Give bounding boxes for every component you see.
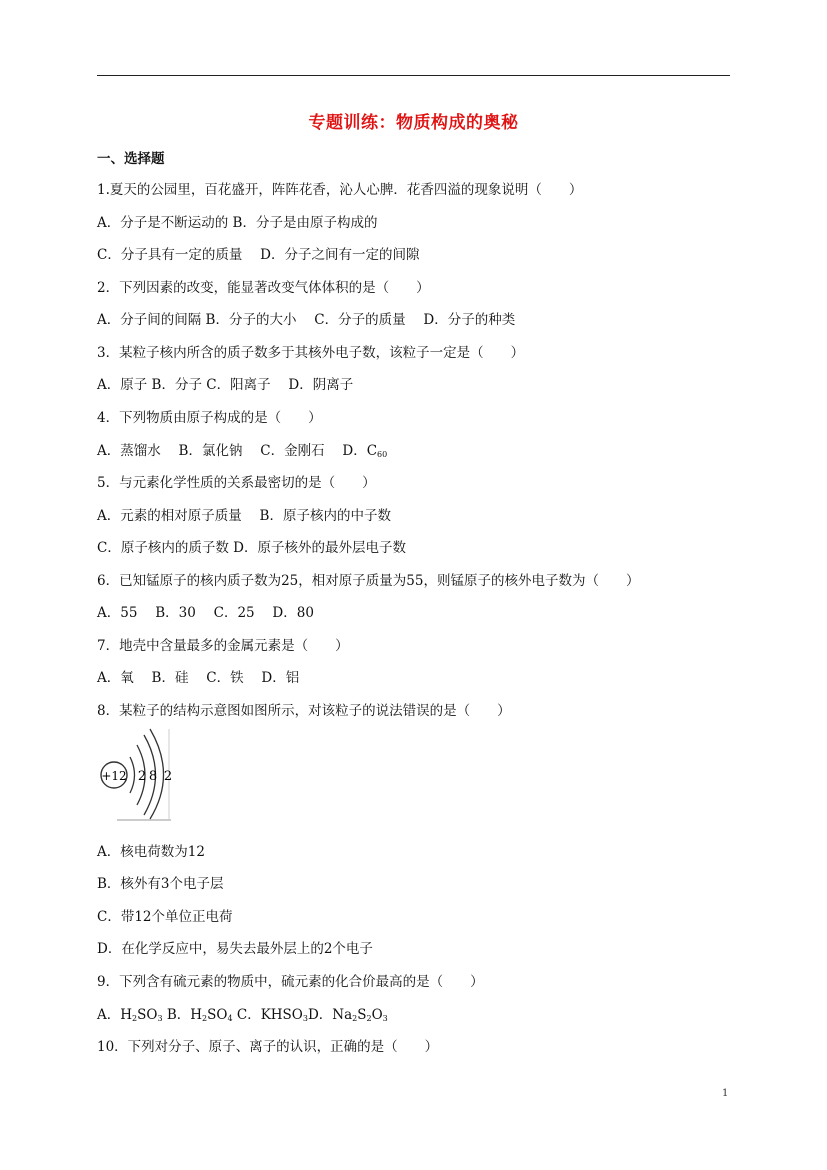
atom-structure-diagram (97, 727, 173, 821)
q9-c-prefix: C．KHSO (236, 1007, 303, 1023)
q8-option-b: B．核外有3个电子层 (97, 876, 224, 892)
q9-c-sub1: 3 (302, 1014, 308, 1023)
nucleus-charge-label: +12 (101, 769, 127, 783)
section-heading: 一、选择题 (97, 151, 165, 167)
question-3: 3．某粒子核内所含的质子数多于其核外电子数，该粒子一定是（ ） (97, 345, 525, 361)
page-number: 1 (722, 1088, 729, 1099)
q9-d-sub3: 3 (382, 1014, 388, 1023)
shell-1-electrons: 2 (137, 769, 147, 784)
shell-2-electrons: 8 (148, 769, 158, 784)
header-rule (97, 75, 730, 76)
question-8: 8．某粒子的结构示意图如图所示，对该粒子的说法错误的是（ ） (97, 703, 511, 719)
q9-b-prefix: B．H (166, 1007, 203, 1023)
q8-option-a: A．核电荷数为12 (97, 844, 205, 860)
q9-a-mid: SO (137, 1007, 158, 1023)
q4-options (97, 442, 387, 464)
q7-options: A．氧 B．硅 C．铁 D．铝 (97, 670, 300, 686)
q4-options-text: A．蒸馏水 B．氯化钠 C．金刚石 D．C (97, 443, 378, 459)
q9-a-sub1: 2 (132, 1014, 138, 1023)
q9-b-sub2: 4 (227, 1014, 233, 1023)
q9-b-sub1: 2 (202, 1014, 208, 1023)
question-9: 9．下列含有硫元素的物质中，硫元素的化合价最高的是（ ） (97, 974, 484, 990)
q9-d-sub2: 2 (366, 1014, 372, 1023)
q9-a-sub2: 3 (157, 1014, 163, 1023)
question-6: 6．已知锰原子的核内质子数为25，相对原子质量为55，则锰原子的核外电子数为（ ） (97, 573, 640, 589)
q9-d-mid2: O (371, 1007, 383, 1023)
q9-b-mid: SO (207, 1007, 228, 1023)
q6-options: A．55 B．30 C．25 D．80 (97, 605, 314, 621)
q3-options: A．原子 B．分子 C．阳离子 D．阴离子 (97, 377, 354, 393)
q5-options-ab: A．元素的相对原子质量 B．原子核内的中子数 (97, 508, 391, 524)
question-2: 2．下列因素的改变，能显著改变气体体积的是（ ） (97, 280, 430, 296)
q5-options-cd: C．原子核内的质子数 D．原子核外的最外层电子数 (97, 540, 406, 556)
question-1: 1.夏天的公园里，百花盛开，阵阵花香，沁人心脾．花香四溢的现象说明（ ） (97, 182, 583, 198)
q9-d-sub1: 2 (352, 1014, 358, 1023)
q1-options-ab: A．分子是不断运动的 B．分子是由原子构成的 (97, 215, 378, 231)
question-4: 4．下列物质由原子构成的是（ ） (97, 410, 322, 426)
q2-options: A．分子间的间隔 B．分子的大小 C．分子的质量 D．分子的种类 (97, 312, 516, 328)
question-5: 5．与元素化学性质的关系最密切的是（ ） (97, 475, 376, 491)
shell-3-electrons: 2 (163, 769, 173, 784)
c60-subscript: 60 (377, 450, 388, 459)
q9-options (97, 1006, 388, 1028)
q8-option-c: C．带12个单位正电荷 (97, 909, 233, 925)
q9-a-prefix: A．H (97, 1007, 133, 1023)
q9-d-prefix: D．Na (307, 1007, 353, 1023)
question-7: 7．地壳中含量最多的金属元素是（ ） (97, 638, 349, 654)
question-10: 10．下列对分子、原子、离子的认识，正确的是（ ） (97, 1039, 439, 1055)
page-title: 专题训练：物质构成的奥秘 (308, 113, 519, 133)
q9-d-mid: S (357, 1007, 367, 1023)
q1-options-cd: C．分子具有一定的质量 D．分子之间有一定的间隙 (97, 247, 420, 263)
q8-option-d: D．在化学反应中，易失去最外层上的2个电子 (97, 941, 373, 957)
